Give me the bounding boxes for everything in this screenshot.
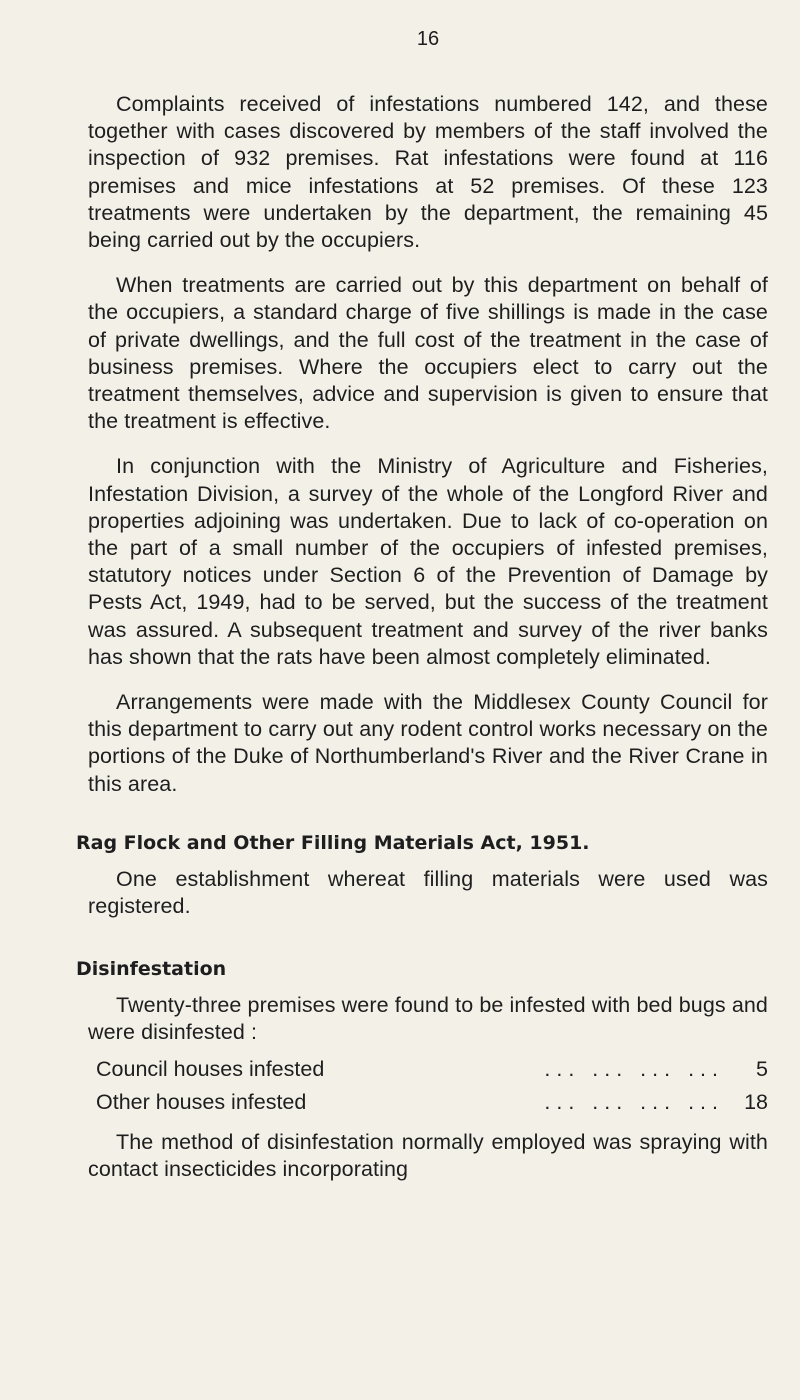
paragraph-middlesex-arrangements: Arrangements were made with the Middlesex County Council for this department to carry out any rodent control works necessary on the portions of the Duke of Northumberland's River and the River Crane in this area. xyxy=(88,690,768,796)
paragraph-longford-survey: In conjunction with the Ministry of Agriculture and Fisheries, Infestation Division, a survey of the whole of the Longford River and properties adjoining was undertaken. Due to lack of co-operation on the part of a small number of the occupiers of infested premises, statutory notices under Section 6 of the Prevention of Damage by Pests Act, 1949, had to be served, but the success of the treatment was assured. A subsequent treatment and survey of the river banks has shown that the rats have been almost completely eliminated. xyxy=(88,454,768,669)
paragraph-complaints: Complaints received of infestations numbered 142, and these together with cases discovered by members of the staff involved the inspection of 932 premises. Rat infestations were found at 116 premises and mice infestations at 52 premises. Of these 123 treatments were undertaken by the department, the remaining 45 being carried out by the occupiers. xyxy=(88,92,768,253)
heading-disinfestation: Disinfestation xyxy=(76,958,227,981)
list-item-label: Other houses infested xyxy=(96,1089,307,1114)
list-item xyxy=(88,1086,768,1119)
paragraph-disinfestation-intro: Twenty-three premises were found to be infested with bed bugs and were disinfested : xyxy=(88,993,768,1045)
paragraph-disinfestation-method: The method of disinfestation normally employed was spraying with contact insecticides incorporating xyxy=(88,1129,768,1181)
list-item-value: 18 xyxy=(744,1089,768,1114)
paragraph-treatment-charges: When treatments are carried out by this department on behalf of the occupiers, a standard charge of five shillings is made in the case of private dwellings, and the full cost of the treatment in the case of business premises. Where the occupiers elect to carry out the treatment themselves, advice and supervision is given to ensure that the treatment is effective. xyxy=(88,273,768,434)
paragraph-rag-flock: One establishment whereat filling materials were used was registered. xyxy=(88,866,768,919)
heading-rag-flock-act: Rag Flock and Other Filling Materials Act, 1951. xyxy=(76,831,590,854)
disinfestation-list xyxy=(88,1053,768,1119)
list-item xyxy=(88,1053,768,1086)
list-item-value: 5 xyxy=(756,1056,768,1081)
leader-dots: ... ... ... ... xyxy=(544,1089,724,1114)
list-item-label: Council houses infested xyxy=(96,1056,325,1081)
leader-dots: ... ... ... ... xyxy=(544,1056,724,1081)
page-number: 16 xyxy=(416,28,440,50)
document-page xyxy=(76,28,768,1201)
